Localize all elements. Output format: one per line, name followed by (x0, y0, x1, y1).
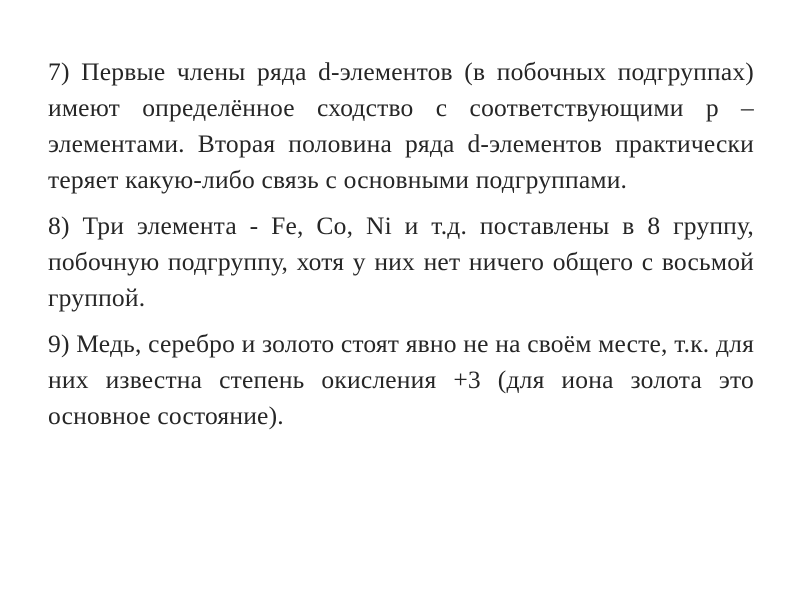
paragraph-9: 9) Медь, серебро и золото стоят явно не на своём месте, т.к. для них известна степень окисления +3 (для иона золота это основное состояние). (48, 329, 754, 430)
paragraph-8: 8) Три элемента - Fe, Co, Ni и т.д. поставлены в 8 группу, побочную подгруппу, хотя у них нет ничего общего с восьмой группой. (48, 211, 754, 312)
paragraph-7: 7) Первые члены ряда d-элементов (в побочных подгруппах) имеют определённое сходство с соответствующими p – элементами. Вторая половина ряда d-элементов практически теряет какую-либо связь с основными подгруппами. (48, 57, 754, 194)
